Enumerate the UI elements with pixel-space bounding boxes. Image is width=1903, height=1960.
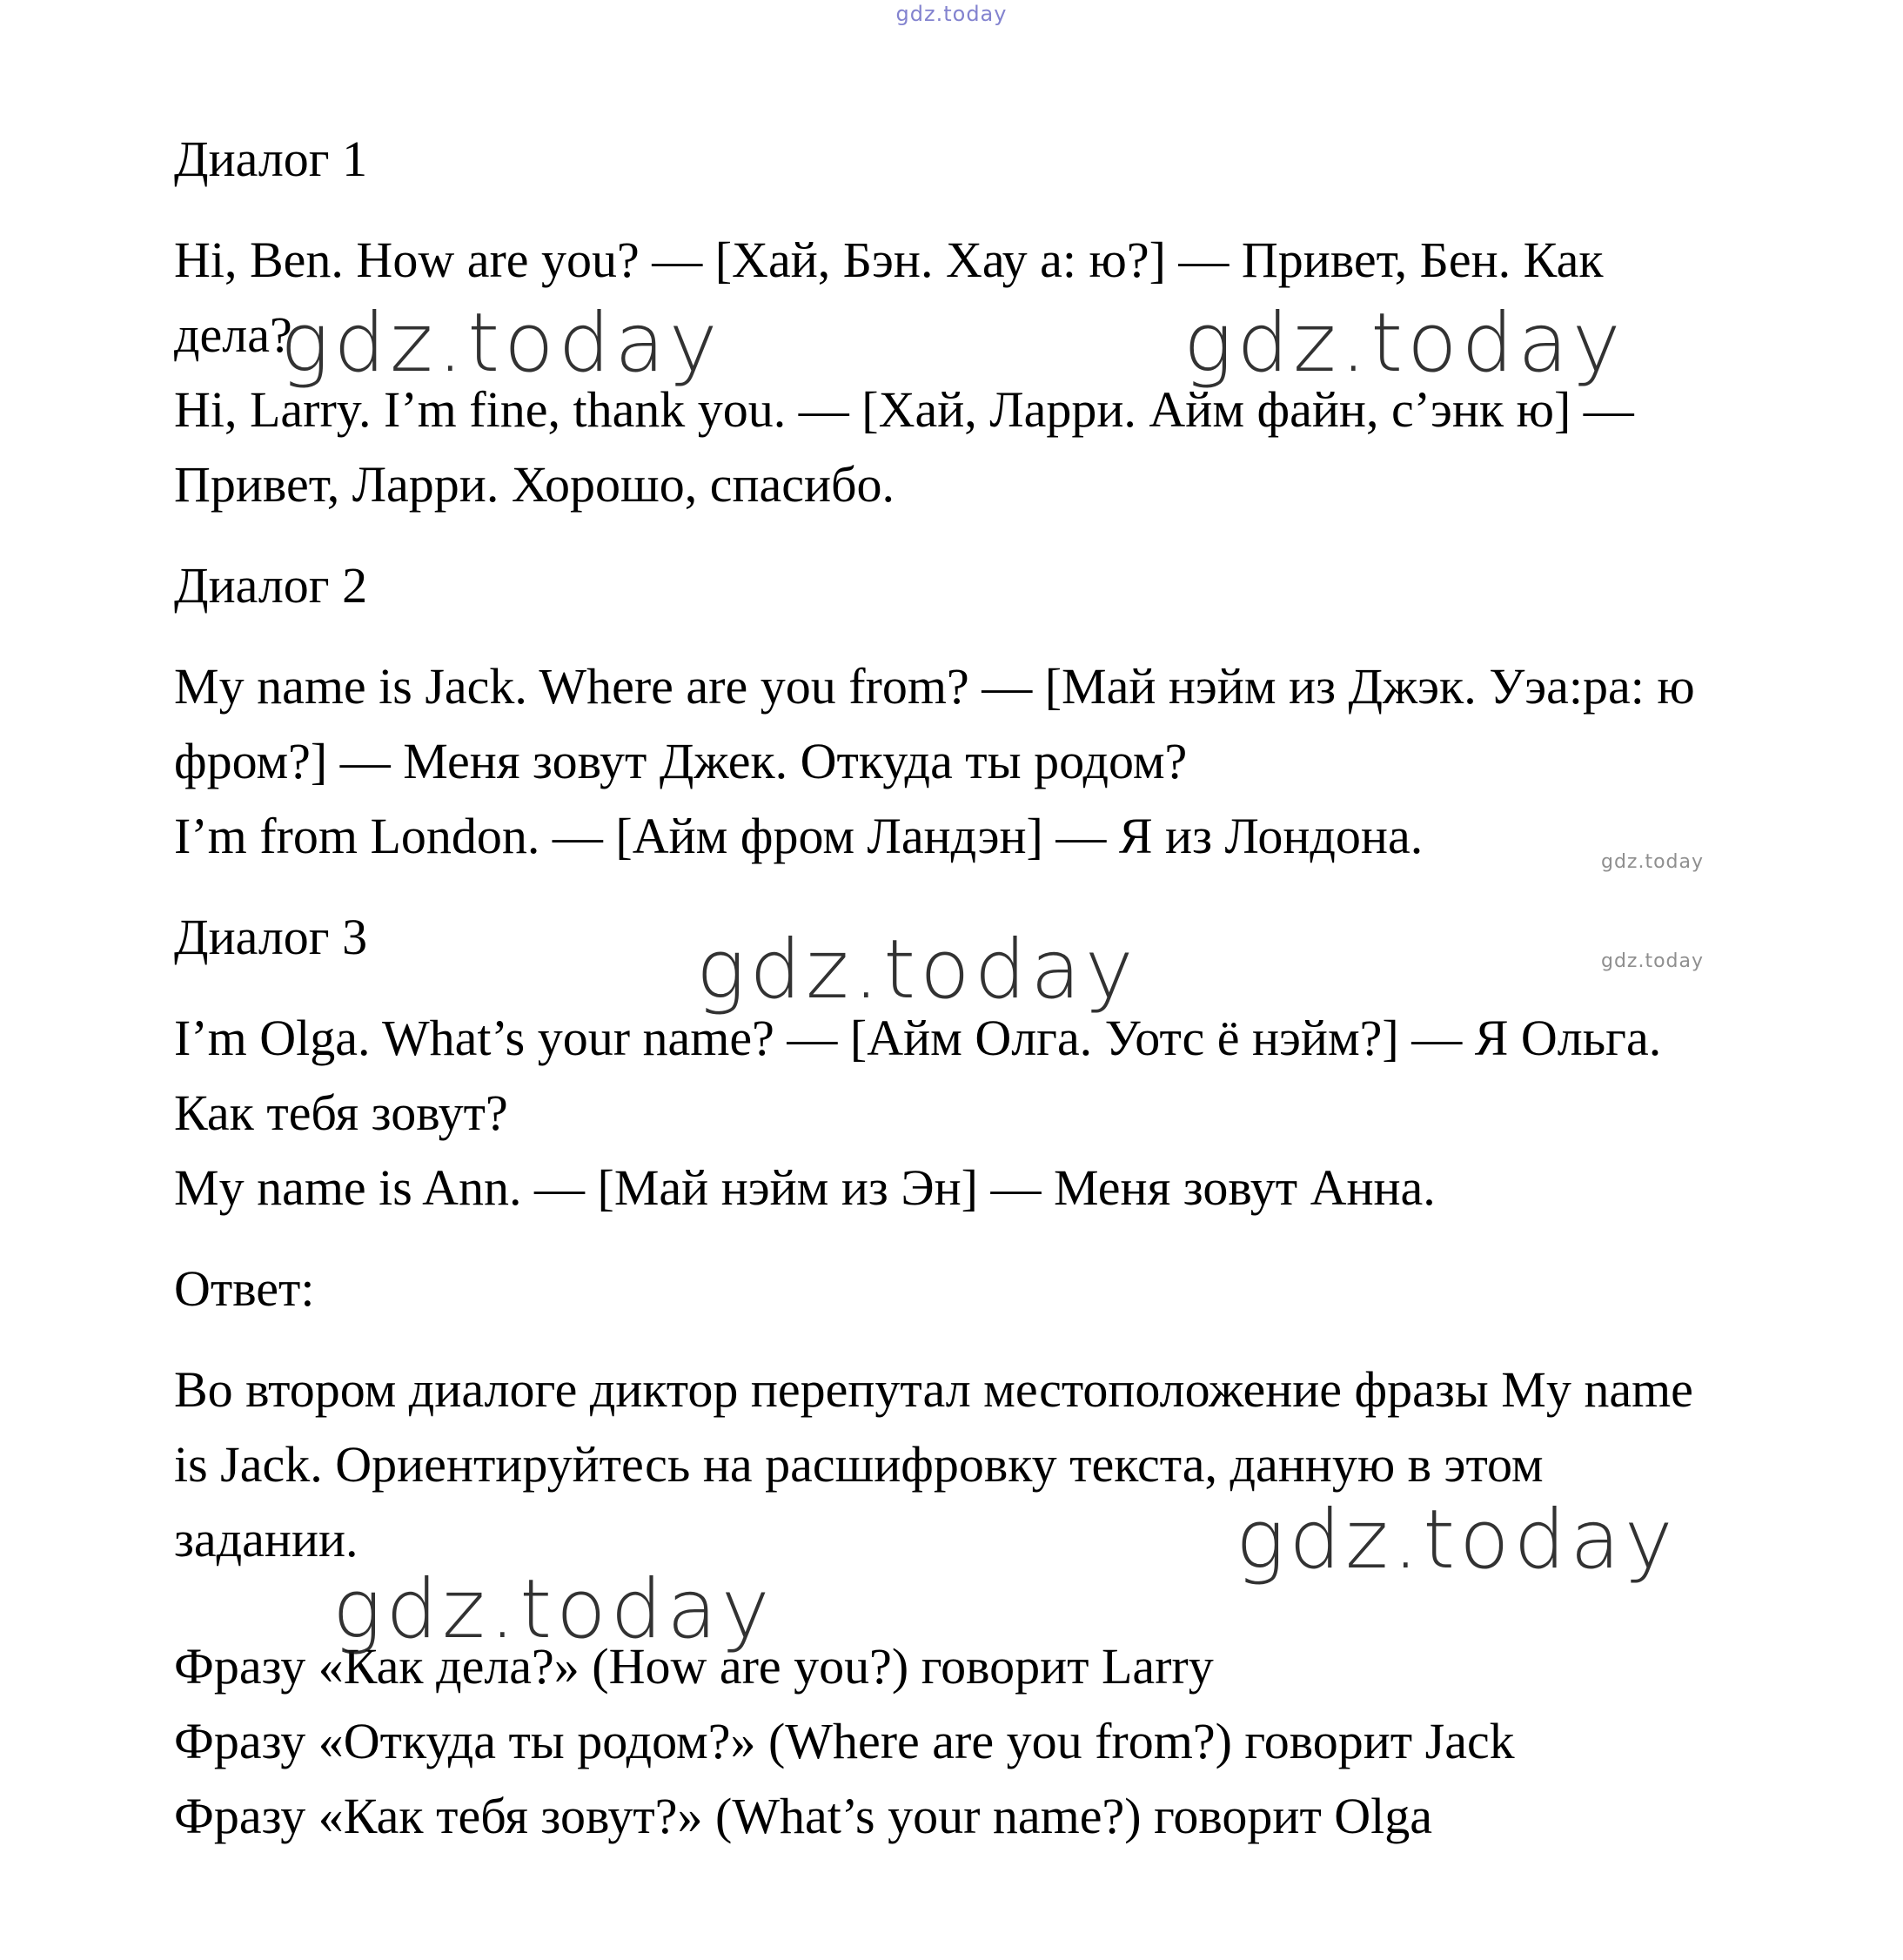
text-line: My name is Ann. — [Май нэйм из Эн] — Меня зовут Анна. <box>174 1159 1436 1216</box>
text-line: I’m from London. — [Айм фром Ландэн] — Я из Лондона. <box>174 808 1424 864</box>
text-line: Как тебя зовут? <box>174 1084 508 1141</box>
text-line: Hi, Ben. How are you? — [Хай, Бэн. Хау а: ю?] — Привет, Бен. Как <box>174 232 1604 288</box>
answer-heading: Ответ: <box>174 1260 315 1317</box>
text-line: Во втором диалоге диктор перепутал местоположение фразы My name <box>174 1361 1693 1418</box>
watermark-small-right-2: gdz.today <box>1601 950 1705 972</box>
text-line: Hi, Larry. I’m fine, thank you. — [Хай, Ларри. Айм файн, с’энк ю] — <box>174 381 1634 438</box>
text-line: Фразу «Откуда ты родом?» (Where are you from?) говорит Jack <box>174 1713 1515 1769</box>
watermark-large-center: gdz.today <box>696 923 1138 1017</box>
text-line: is Jack. Ориентируйтесь на расшифровку текста, данную в этом <box>174 1436 1544 1493</box>
watermark-small-right-1: gdz.today <box>1601 851 1705 873</box>
watermark-top: gdz.today <box>895 2 1008 26</box>
dialog3-text <box>174 1001 1723 1225</box>
watermark-large-right-bottom: gdz.today <box>1236 1493 1678 1587</box>
text-line: Фразу «Как дела?» (How are you?) говорит Larry <box>174 1638 1214 1695</box>
watermark-large-left-top: gdz.today <box>280 296 722 391</box>
text-line: Фразу «Как тебя зовут?» (What’s your name?) говорит Olga <box>174 1788 1433 1844</box>
text-line: дела? <box>174 306 292 363</box>
text-line: My name is Jack. Where are you from? — [Май нэйм из Джэк. Уэа:ра: ю <box>174 658 1695 715</box>
answer-text <box>174 1353 1723 1577</box>
text-line: задании. <box>174 1511 358 1567</box>
watermark-large-left-bottom: gdz.today <box>332 1562 774 1657</box>
dialog2-heading: Диалог 2 <box>174 557 368 614</box>
dialog3-heading: Диалог 3 <box>174 909 368 965</box>
dialog2-text <box>174 649 1723 874</box>
text-line: фром?] — Меня зовут Джек. Откуда ты родом? <box>174 733 1188 789</box>
watermark-large-right-top: gdz.today <box>1183 296 1625 391</box>
phrases-text <box>174 1629 1723 1854</box>
document-content <box>174 122 1723 1880</box>
dialog1-heading: Диалог 1 <box>174 131 368 187</box>
text-line: Привет, Ларри. Хорошо, спасибо. <box>174 456 895 513</box>
dialog1-text <box>174 223 1723 522</box>
text-line: I’m Olga. What’s your name? — [Айм Олга. Уотс ё нэйм?] — Я Ольга. <box>174 1010 1662 1066</box>
